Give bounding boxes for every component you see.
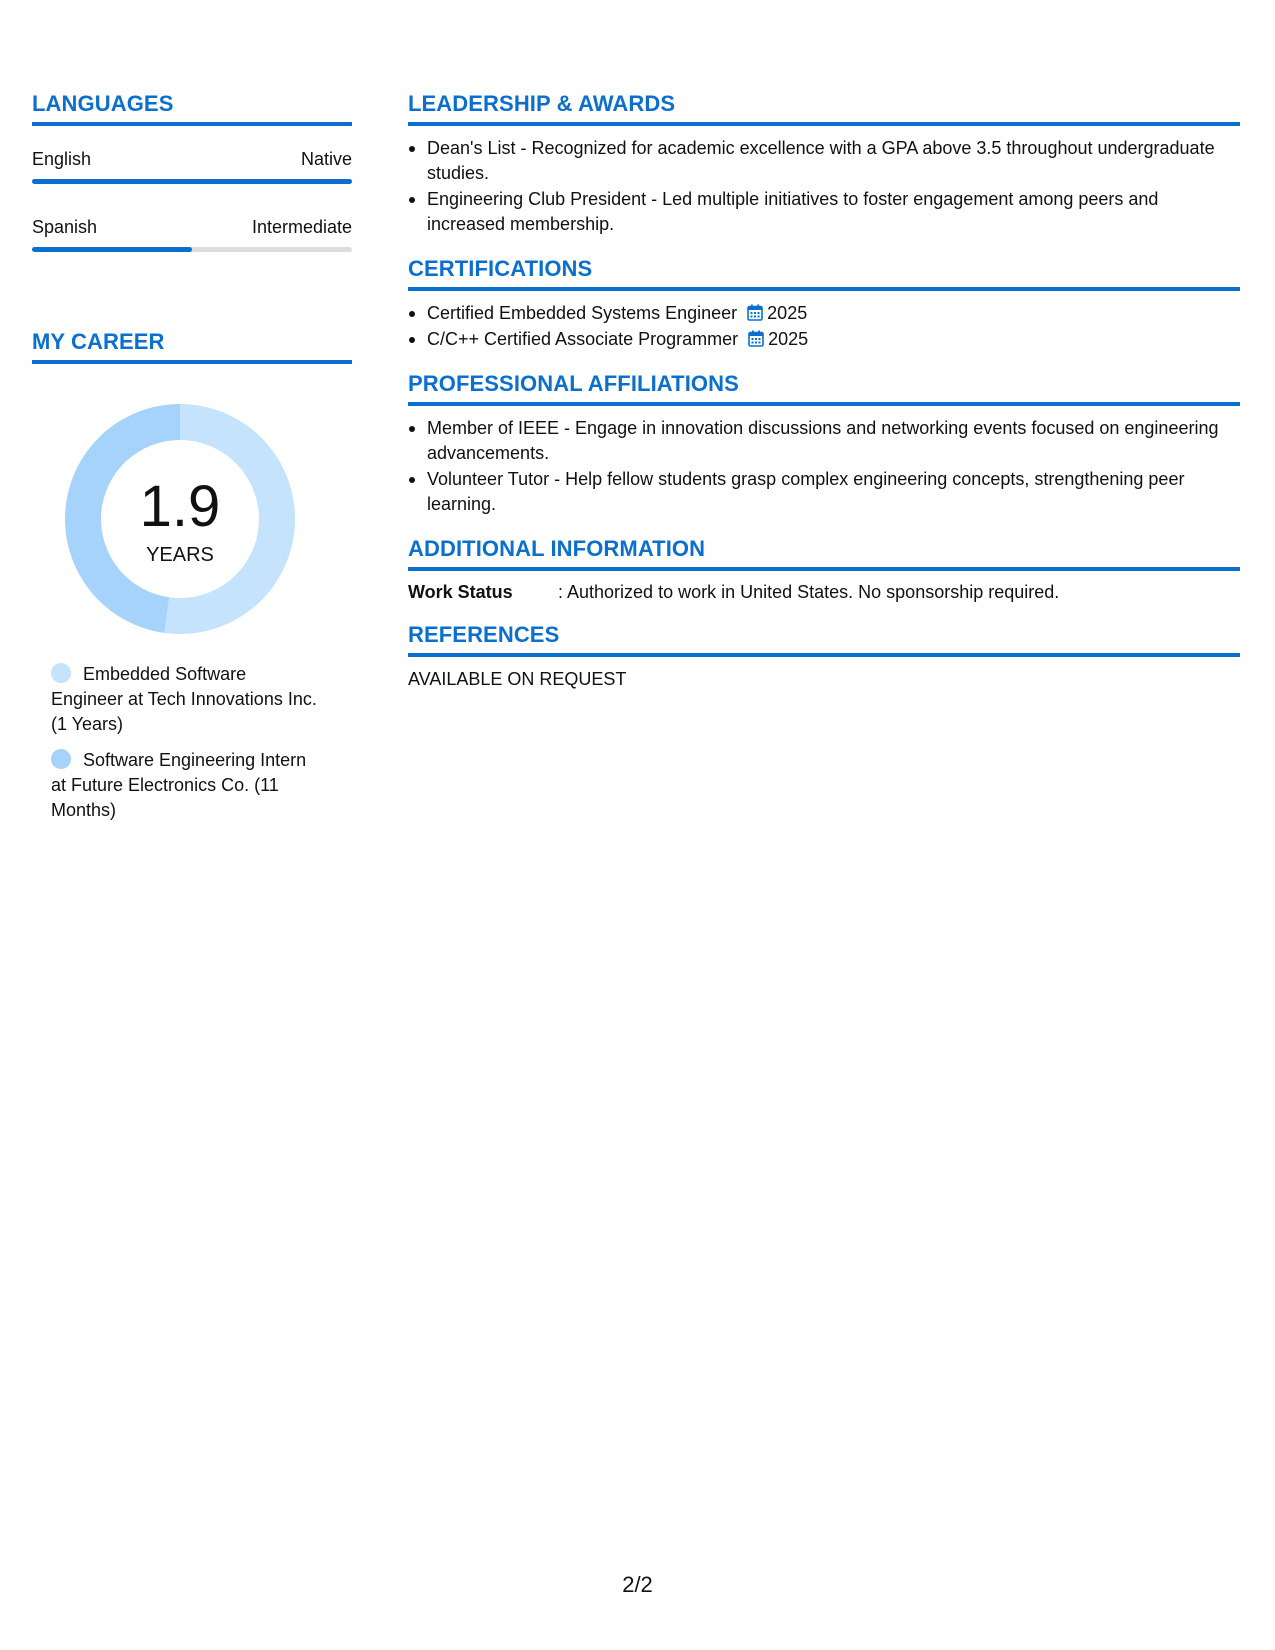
legend-label: Software Engineering Intern at Future Electronics Co. (11 Months) — [51, 750, 307, 820]
certification-name: Certified Embedded Systems Engineer — [427, 303, 738, 323]
list-item: Dean's List - Recognized for academic excellence with a GPA above 3.5 throughout undergraduate studies. — [408, 136, 1240, 186]
career-total — [65, 404, 295, 634]
language-name: English — [32, 149, 92, 169]
language-name: Spanish — [32, 217, 98, 237]
list-item: Engineering Club President - Led multiple initiatives to foster engagement among peers and increased membership. — [408, 187, 1240, 237]
language-bar-fill — [32, 179, 352, 184]
language-item-spanish — [32, 216, 352, 252]
references-text: AVAILABLE ON REQUEST — [408, 669, 627, 689]
language-item-english — [32, 148, 352, 184]
right-column — [408, 90, 1240, 690]
legend-dot — [51, 663, 71, 683]
list-item: Member of IEEE - Engage in innovation discussions and networking events focused on engineering advancements. — [408, 416, 1240, 466]
certifications-section — [408, 255, 1240, 352]
leadership-list — [408, 136, 1240, 237]
language-level: Intermediate — [251, 217, 352, 237]
affiliations-title: PROFESSIONAL AFFILIATIONS — [408, 370, 1240, 406]
page-number: 2/2 — [622, 1572, 653, 1597]
language-bar — [32, 247, 352, 252]
legend-dot — [51, 749, 71, 769]
list-item — [408, 301, 1240, 326]
legend-label: Embedded Software Engineer at Tech Innovations Inc. (1 Years) — [51, 664, 317, 734]
career-title: MY CAREER — [32, 328, 352, 364]
leadership-title: LEADERSHIP & AWARDS — [408, 90, 1240, 126]
career-legend-item — [51, 748, 321, 823]
career-legend — [51, 662, 321, 823]
career-legend-item — [51, 662, 321, 737]
list-item — [408, 327, 1240, 352]
certification-year: 2025 — [767, 303, 808, 323]
career-donut-chart — [65, 404, 295, 634]
language-level: Native — [300, 149, 352, 169]
certification-name: C/C++ Certified Associate Programmer — [427, 329, 739, 349]
career-total-unit: YEARS — [146, 544, 214, 566]
calendar-icon — [748, 330, 764, 347]
certifications-title: CERTIFICATIONS — [408, 255, 1240, 291]
additional-section — [408, 535, 1240, 603]
calendar-icon — [747, 304, 763, 321]
career-total-number: 1.9 — [139, 474, 221, 539]
certification-year: 2025 — [768, 329, 809, 349]
affiliations-section — [408, 370, 1240, 517]
certifications-list — [408, 301, 1240, 352]
languages-title: LANGUAGES — [32, 90, 352, 126]
list-item: Volunteer Tutor - Help fellow students grasp complex engineering concepts, strengthening peer learning. — [408, 467, 1240, 517]
language-bar — [32, 179, 352, 184]
affiliations-list — [408, 416, 1240, 517]
work-status-row — [408, 581, 1240, 603]
additional-title: ADDITIONAL INFORMATION — [408, 535, 1240, 571]
left-column — [32, 90, 352, 834]
leadership-section — [408, 90, 1240, 237]
references-section — [408, 621, 1240, 690]
work-status-value: : Authorized to work in United States. No sponsorship required. — [558, 582, 1060, 602]
language-bar-fill — [32, 247, 192, 252]
references-title: REFERENCES — [408, 621, 1240, 657]
work-status-label: Work Status — [408, 582, 513, 602]
